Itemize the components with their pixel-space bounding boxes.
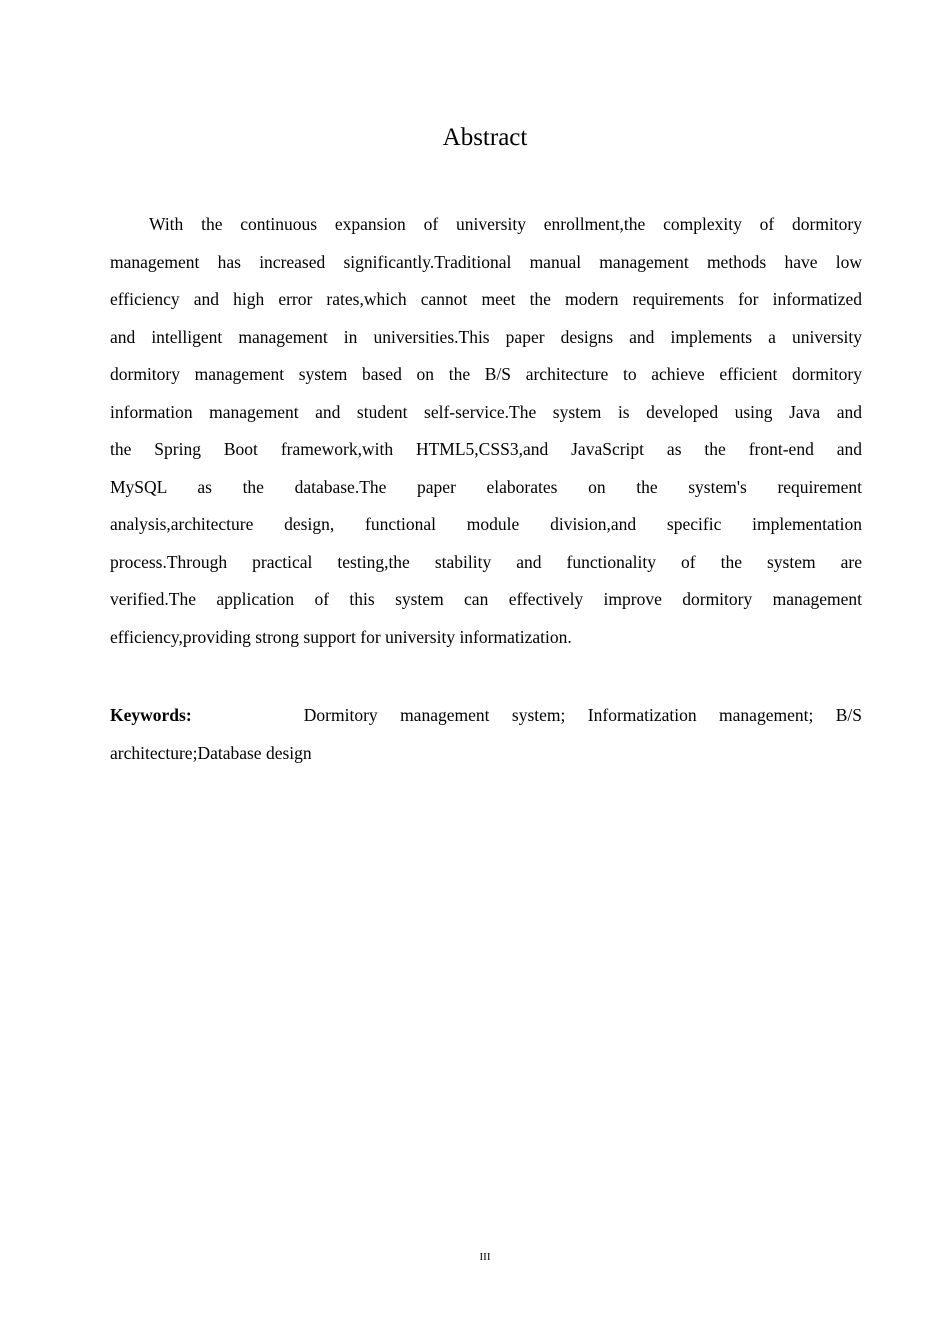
abstract-line: verified.The application of this system can effectively improve dormitory management — [110, 589, 862, 609]
keywords-text: Dormitory management system; Informatization management; B/S — [303, 705, 863, 725]
abstract-line: efficiency,providing strong support for university informatization. — [110, 626, 572, 647]
keywords-line: architecture;Database design — [110, 742, 312, 763]
abstract-line: efficiency and high error rates,which cannot meet the modern requirements for informatized — [110, 289, 862, 309]
keywords-section — [110, 697, 862, 772]
abstract-line: MySQL as the database.The paper elaborates on the system's requirement — [110, 476, 862, 497]
abstract-line: and intelligent management in universities.This paper designs and implements a university — [110, 326, 862, 347]
abstract-paragraph — [110, 206, 862, 656]
abstract-line: With the continuous expansion of university enrollment,the complexity of dormitory — [149, 214, 862, 234]
page-number: III — [479, 1251, 491, 1263]
keywords-line — [110, 697, 862, 735]
page-title: Abstract — [442, 124, 528, 151]
abstract-line: management has increased significantly.Traditional manual management methods have low — [110, 251, 862, 272]
abstract-line: analysis,architecture design, functional module division,and specific implementation — [110, 514, 862, 534]
abstract-line: information management and student self-service.The system is developed using Java and — [110, 401, 862, 422]
abstract-line: the Spring Boot framework,with HTML5,CSS3,and JavaScript as the front-end and — [110, 439, 862, 459]
keywords-label: Keywords: — [110, 705, 192, 725]
abstract-line: dormitory management system based on the B/S architecture to achieve efficient dormitory — [110, 364, 862, 384]
abstract-line: process.Through practical testing,the stability and functionality of the system are — [110, 551, 862, 572]
